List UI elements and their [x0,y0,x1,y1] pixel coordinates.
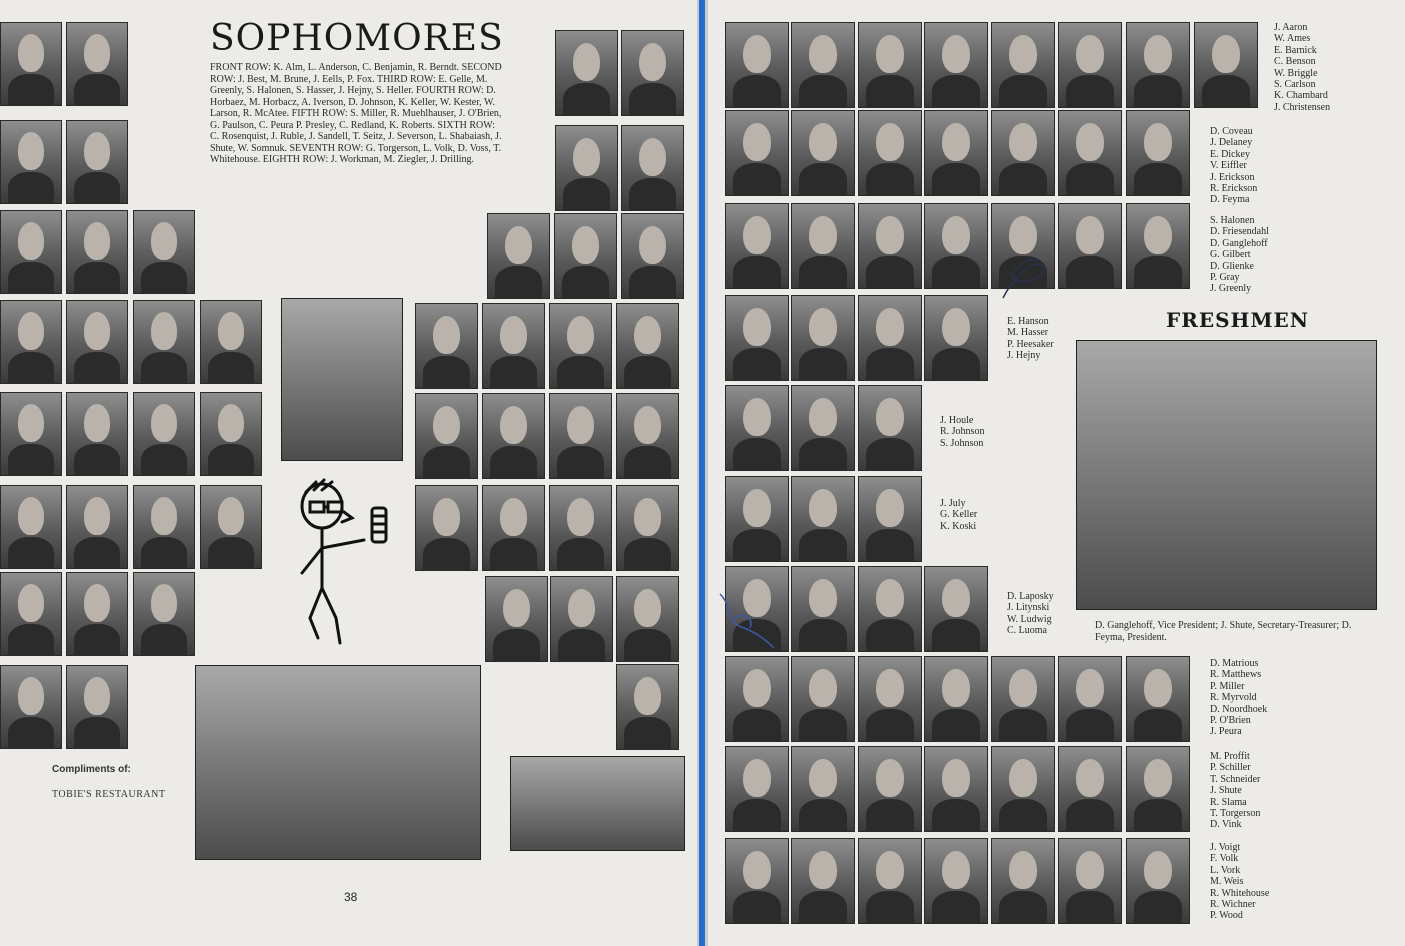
student-name: E. Barnick [1274,44,1317,56]
student-portrait [66,120,128,204]
student-name: J. Aaron [1274,22,1308,33]
sophomores-caption: FRONT ROW: K. Alm, L. Anderson, C. Benjamin, R. Berndt. SECOND ROW: J. Best, M. Brune, J. Eells, P. Fox. THIRD ROW: E. Gelle, M. Greenly, S. Halonen, S. Hasser, J. Hejny, S. Heller. FOURTH ROW: D. Horbaez, M. Horbacz, A. Iverson, D. Johnson, K. Keller, W. Kester, W. Larson, R. McAtee. FIFTH ROW: S. Miller, R. Muehlhauser, J. O'Brien, G. Paulson, C. Peura P. Presley, C. Redland, K. Roberts. SIXTH ROW: C. Rosenquist, J. Ruble, J. Sandell, T. Seitz, J. Severson, L. Shabaiash, J. Shute, W. Somnuk. SEVENTH ROW: G. Torgerson, L. Volk, D. Voss, T. Whitehouse. EIGHTH ROW: J. Workman, M. Ziegler, J. Drilling. [210,62,502,165]
student-portrait [858,746,922,832]
student-portrait [1126,110,1190,196]
student-portrait [549,393,612,479]
student-portrait [725,203,789,289]
student-name: P. Heesaker [1007,338,1054,350]
name-group-6 [940,498,977,532]
student-portrait [924,22,988,108]
student-portrait [66,22,128,106]
student-portrait [0,665,62,749]
student-portrait [791,746,855,832]
student-portrait [133,210,195,294]
student-portrait [1126,22,1190,108]
student-name: C. Luoma [1007,625,1047,637]
student-portrait [133,485,195,569]
student-name: R. Slama [1210,796,1247,808]
sophomores-heading: SOPHOMORES [210,18,504,59]
student-portrait [616,576,679,662]
student-portrait [66,300,128,384]
student-name: J. Shute [1210,785,1242,797]
student-portrait [725,476,789,562]
student-name: E. Dickey [1210,148,1250,160]
student-portrait [991,22,1055,108]
page-number: 38 [344,890,358,904]
student-portrait [0,300,62,384]
student-name: J. Peura [1210,726,1242,738]
sponsor-name: TOBIE'S RESTAURANT [52,789,166,800]
student-portrait [200,485,262,569]
student-name: G. Gilbert [1210,249,1251,261]
student-portrait [133,392,195,476]
student-portrait [791,22,855,108]
student-portrait [858,295,922,381]
freshmen-heading: FRESHMEN [1166,308,1310,332]
name-group-2 [1210,126,1257,206]
student-name: T. Schneider [1210,773,1261,785]
student-portrait [554,213,617,299]
student-portrait [549,485,612,571]
student-name: F. Volk [1210,853,1239,865]
student-name: P. Wood [1210,910,1243,922]
student-portrait [415,485,478,571]
student-name: J. Greenly [1210,283,1252,295]
student-portrait [482,393,545,479]
student-portrait [924,566,988,652]
student-name: D. Ganglehoff [1210,237,1268,249]
student-name: R. Wichner [1210,899,1256,911]
student-portrait [621,213,684,299]
student-portrait [858,476,922,562]
students-candid-photo [510,756,685,851]
name-group-1 [1274,22,1330,113]
student-portrait [791,656,855,742]
student-portrait [555,125,618,211]
student-portrait [0,210,62,294]
student-name: V. Eiffler [1210,160,1247,172]
student-portrait [924,203,988,289]
student-name: W. Briggle [1274,67,1318,79]
name-group-4 [1007,316,1054,362]
student-name: P. Schiller [1210,762,1251,774]
student-portrait [858,22,922,108]
student-name: J. Voigt [1210,842,1241,853]
student-portrait [991,838,1055,924]
student-portrait [482,485,545,571]
student-portrait [482,303,545,389]
student-portrait [0,392,62,476]
name-group-5 [940,415,984,449]
student-portrait [725,110,789,196]
student-name: J. Houle [940,415,974,426]
student-portrait [0,572,62,656]
student-portrait [924,746,988,832]
student-portrait [1058,203,1122,289]
student-portrait [487,213,550,299]
student-name: G. Keller [940,509,978,521]
student-name: S. Johnson [940,437,984,449]
student-portrait [1058,22,1122,108]
pen-scribble-mark [993,248,1053,308]
student-portrait [924,838,988,924]
student-name: M. Hasser [1007,327,1049,339]
student-portrait [621,30,684,116]
student-name: P. O'Brien [1210,715,1251,727]
student-portrait [66,485,128,569]
student-portrait [791,110,855,196]
left-page [0,0,697,946]
student-portrait [66,572,128,656]
student-portrait [616,303,679,389]
student-portrait [1126,838,1190,924]
student-portrait [1058,656,1122,742]
student-portrait [133,300,195,384]
pen-scribble-mark [714,588,778,652]
student-portrait [725,295,789,381]
student-name: J. Delaney [1210,137,1253,149]
student-name: R. Matthews [1210,669,1262,681]
student-portrait [1126,656,1190,742]
student-name: J. Litynski [1007,602,1050,614]
student-portrait [791,203,855,289]
student-portrait [858,203,922,289]
name-group-9 [1210,751,1260,831]
student-portrait [1058,838,1122,924]
student-portrait [924,110,988,196]
student-name: W. Ames [1274,33,1311,45]
student-name: R. Whitehouse [1210,887,1270,899]
student-name: D. Matrious [1210,658,1259,669]
student-name: R. Myrvold [1210,692,1257,704]
student-portrait [66,392,128,476]
student-name: L. Vork [1210,864,1241,876]
student-portrait [485,576,548,662]
student-portrait [858,838,922,924]
student-portrait [791,566,855,652]
student-portrait [616,485,679,571]
student-portrait [791,838,855,924]
student-portrait [133,572,195,656]
student-portrait [0,22,62,106]
student-name: D. Laposky [1007,591,1054,602]
student-portrait [1126,203,1190,289]
student-portrait [725,385,789,471]
student-portrait [621,125,684,211]
name-group-3 [1210,215,1269,295]
student-portrait [0,120,62,204]
student-name: R. Johnson [940,426,985,438]
student-portrait [555,30,618,116]
student-portrait [858,385,922,471]
student-portrait [415,393,478,479]
typing-class-photo [281,298,403,461]
right-page [708,0,1405,946]
student-portrait [791,476,855,562]
student-name: D. Friesendahl [1210,226,1269,238]
student-name: P. Miller [1210,680,1245,692]
student-portrait [725,838,789,924]
student-portrait [924,656,988,742]
name-group-7 [1007,591,1054,637]
student-portrait [725,22,789,108]
student-name: D. Glienke [1210,260,1254,272]
student-name: T. Torgerson [1210,808,1261,820]
student-portrait [66,665,128,749]
student-name: S. Halonen [1210,215,1255,226]
student-name: P. Gray [1210,272,1240,284]
student-portrait [1058,110,1122,196]
student-portrait [1194,22,1258,108]
student-name: W. Ludwig [1007,613,1052,625]
student-name: R. Erickson [1210,183,1258,195]
student-name: M. Proffit [1210,751,1250,762]
student-portrait [991,746,1055,832]
student-name: D. Feyma [1210,194,1250,206]
student-name: D. Noordhoek [1210,703,1268,715]
student-portrait [66,210,128,294]
compliments-label: Compliments of: [52,764,131,775]
student-name: K. Chambard [1274,90,1328,102]
student-portrait [0,485,62,569]
student-portrait [616,664,679,750]
student-portrait [1058,746,1122,832]
student-portrait [1126,746,1190,832]
student-name: C. Benson [1274,56,1316,68]
student-name: M. Weis [1210,876,1244,888]
officers-caption: D. Ganglehoff, Vice President; J. Shute, Secretary-Treasurer; D. Feyma, President. [1095,620,1352,643]
student-portrait [616,393,679,479]
student-portrait [725,656,789,742]
student-portrait [858,110,922,196]
name-group-8 [1210,658,1267,738]
student-portrait [858,656,922,742]
student-name: D. Vink [1210,819,1242,831]
student-portrait [725,746,789,832]
student-portrait [791,295,855,381]
student-portrait [549,303,612,389]
student-portrait [791,385,855,471]
student-portrait [200,392,262,476]
student-name: J. Hejny [1007,350,1041,362]
student-name: S. Carlson [1274,79,1316,91]
student-portrait [924,295,988,381]
student-name: D. Coveau [1210,126,1253,137]
student-portrait [991,110,1055,196]
name-group-10 [1210,842,1269,922]
stick-figure-drawing [292,478,392,658]
student-name: J. Erickson [1210,171,1255,183]
freshman-officers-photo [1076,340,1377,610]
student-name: E. Hanson [1007,316,1049,327]
students-group-photo [195,665,481,860]
student-name: J. Christensen [1274,101,1331,113]
student-portrait [200,300,262,384]
student-name: J. July [940,498,966,509]
student-portrait [550,576,613,662]
student-portrait [991,656,1055,742]
student-portrait [415,303,478,389]
student-name: K. Koski [940,520,977,532]
page-divider [699,0,705,946]
student-portrait [858,566,922,652]
